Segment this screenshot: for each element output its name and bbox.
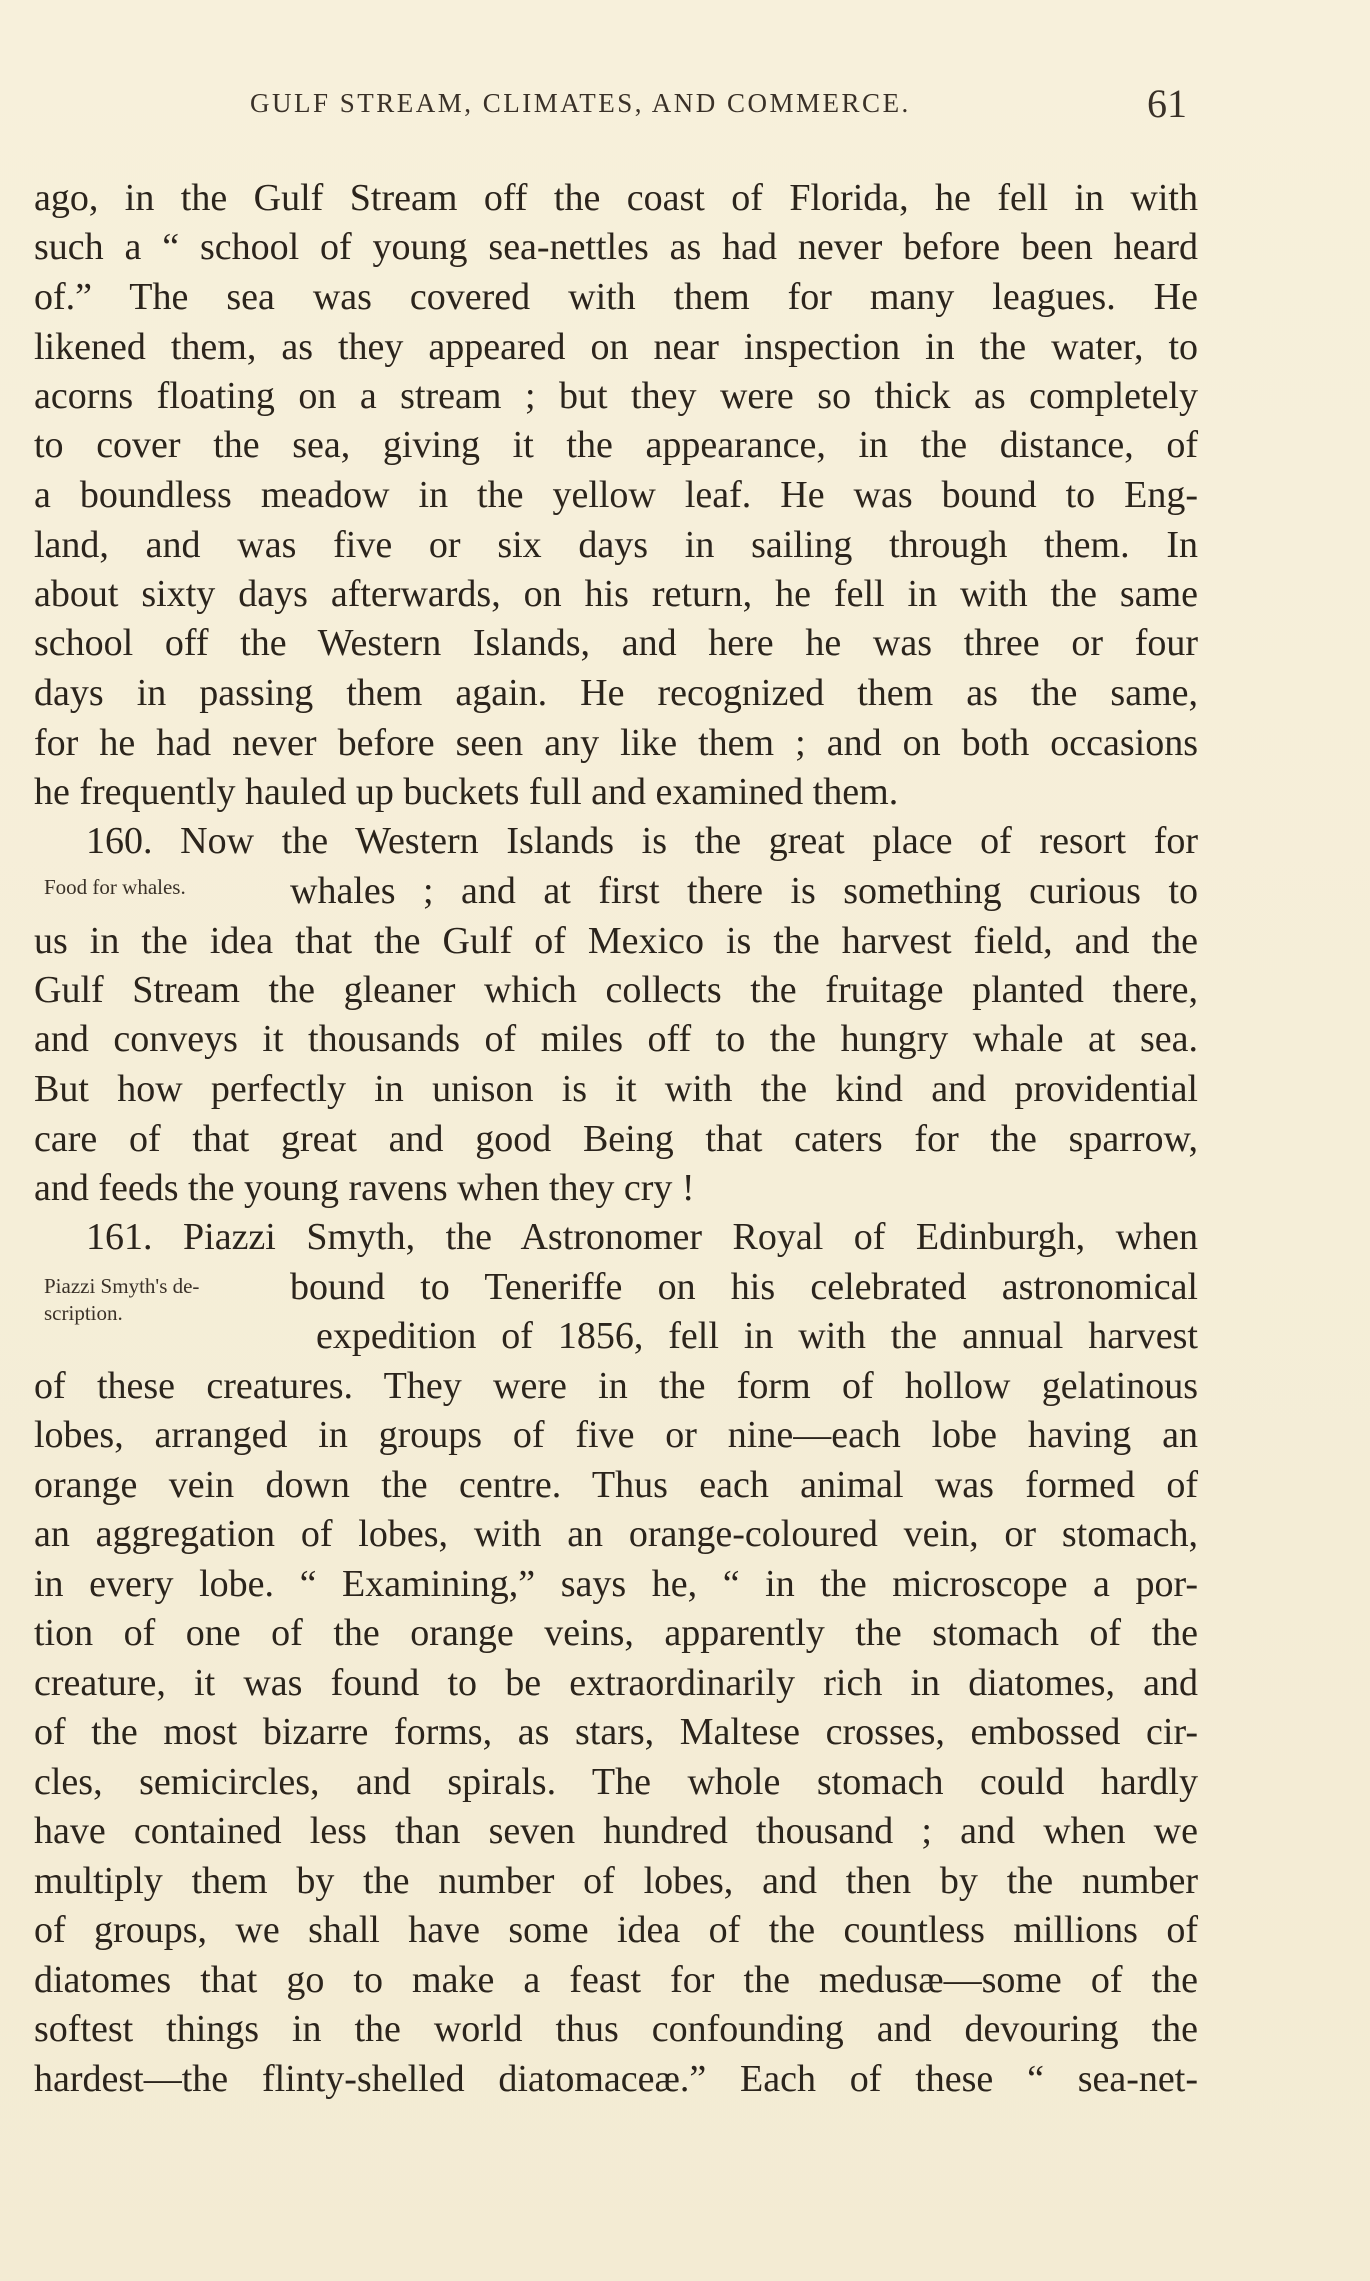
text-line: and feeds the young ravens when they cry !: [34, 1167, 695, 1209]
text-line: multiply them by the number of lobes, and then by the number: [34, 1860, 1198, 1902]
text-line: have contained less than seven hundred thousand ; and when we: [34, 1810, 1198, 1852]
paragraph-161-start: 161. Piazzi Smyth, the Astronomer Royal of Edinburgh, when: [86, 1216, 1198, 1258]
text-line: of these creatures. They were in the form of hollow gelatinous: [34, 1365, 1198, 1407]
text-line: lobes, arranged in groups of five or nine—each lobe having an: [34, 1414, 1198, 1456]
text-line: he frequently hauled up buckets full and examined them.: [34, 771, 899, 813]
text-line: for he had never before seen any like them ; and on both occasions: [34, 722, 1198, 764]
text-line: of.” The sea was covered with them for many leagues. He: [34, 276, 1198, 318]
text-line: softest things in the world thus confounding and devouring the: [34, 2008, 1198, 2050]
text-line: an aggregation of lobes, with an orange-coloured vein, or stomach,: [34, 1513, 1198, 1555]
text-line: days in passing them again. He recognized them as the same,: [34, 672, 1198, 714]
text-line: Gulf Stream the gleaner which collects the fruitage planted there,: [34, 969, 1198, 1011]
text-line: and conveys it thousands of miles off to the hungry whale at sea.: [34, 1018, 1198, 1060]
text-line: But how perfectly in unison is it with the kind and providential: [34, 1068, 1198, 1110]
text-line: in every lobe. “ Examining,” says he, “ in the microscope a por-: [34, 1563, 1198, 1605]
text-line: to cover the sea, giving it the appearance, in the distance, of: [34, 424, 1198, 466]
text-line: creature, it was found to be extraordinarily rich in diatomes, and: [34, 1662, 1198, 1704]
text-line: bound to Teneriffe on his celebrated astronomical: [290, 1266, 1198, 1308]
text-line: whales ; and at first there is something curious to: [290, 870, 1198, 912]
text-line: orange vein down the centre. Thus each animal was formed of: [34, 1464, 1198, 1506]
text-line: such a “ school of young sea-nettles as had never before been heard: [34, 226, 1198, 268]
text-line: care of that great and good Being that caters for the sparrow,: [34, 1118, 1198, 1160]
side-note-food-for-whales: Food for whales.: [44, 875, 186, 899]
text-line: of groups, we shall have some idea of the countless millions of: [34, 1909, 1198, 1951]
text-line: hardest—the flinty-shelled diatomaceæ.” Each of these “ sea-net-: [34, 2058, 1198, 2100]
side-note-piazzi-smyth-line-2: scription.: [44, 1301, 123, 1325]
text-line: tion of one of the orange veins, apparently the stomach of the: [34, 1612, 1198, 1654]
side-note-piazzi-smyth-line-1: Piazzi Smyth's de-: [44, 1274, 200, 1298]
text-line: us in the idea that the Gulf of Mexico is the harvest field, and the: [34, 920, 1198, 962]
page-number: 61: [1147, 81, 1187, 126]
text-line: about sixty days afterwards, on his return, he fell in with the same: [34, 573, 1198, 615]
text-line: expedition of 1856, fell in with the annual harvest: [316, 1315, 1198, 1357]
text-line: a boundless meadow in the yellow leaf. He was bound to Eng-: [34, 474, 1198, 516]
text-line: acorns floating on a stream ; but they were so thick as completely: [34, 375, 1198, 417]
running-title: GULF STREAM, CLIMATES, AND COMMERCE.: [250, 88, 911, 118]
text-line: likened them, as they appeared on near inspection in the water, to: [34, 326, 1198, 368]
text-line: land, and was five or six days in sailing through them. In: [34, 524, 1198, 566]
paragraph-160-start: 160. Now the Western Islands is the great place of resort for: [86, 820, 1198, 862]
text-line: ago, in the Gulf Stream off the coast of Florida, he fell in with: [34, 177, 1198, 219]
text-line: of the most bizarre forms, as stars, Maltese crosses, embossed cir-: [34, 1711, 1198, 1753]
text-line: school off the Western Islands, and here he was three or four: [34, 622, 1198, 664]
text-line: cles, semicircles, and spirals. The whole stomach could hardly: [34, 1761, 1198, 1803]
text-line: diatomes that go to make a feast for the medusæ—some of the: [34, 1959, 1198, 2001]
